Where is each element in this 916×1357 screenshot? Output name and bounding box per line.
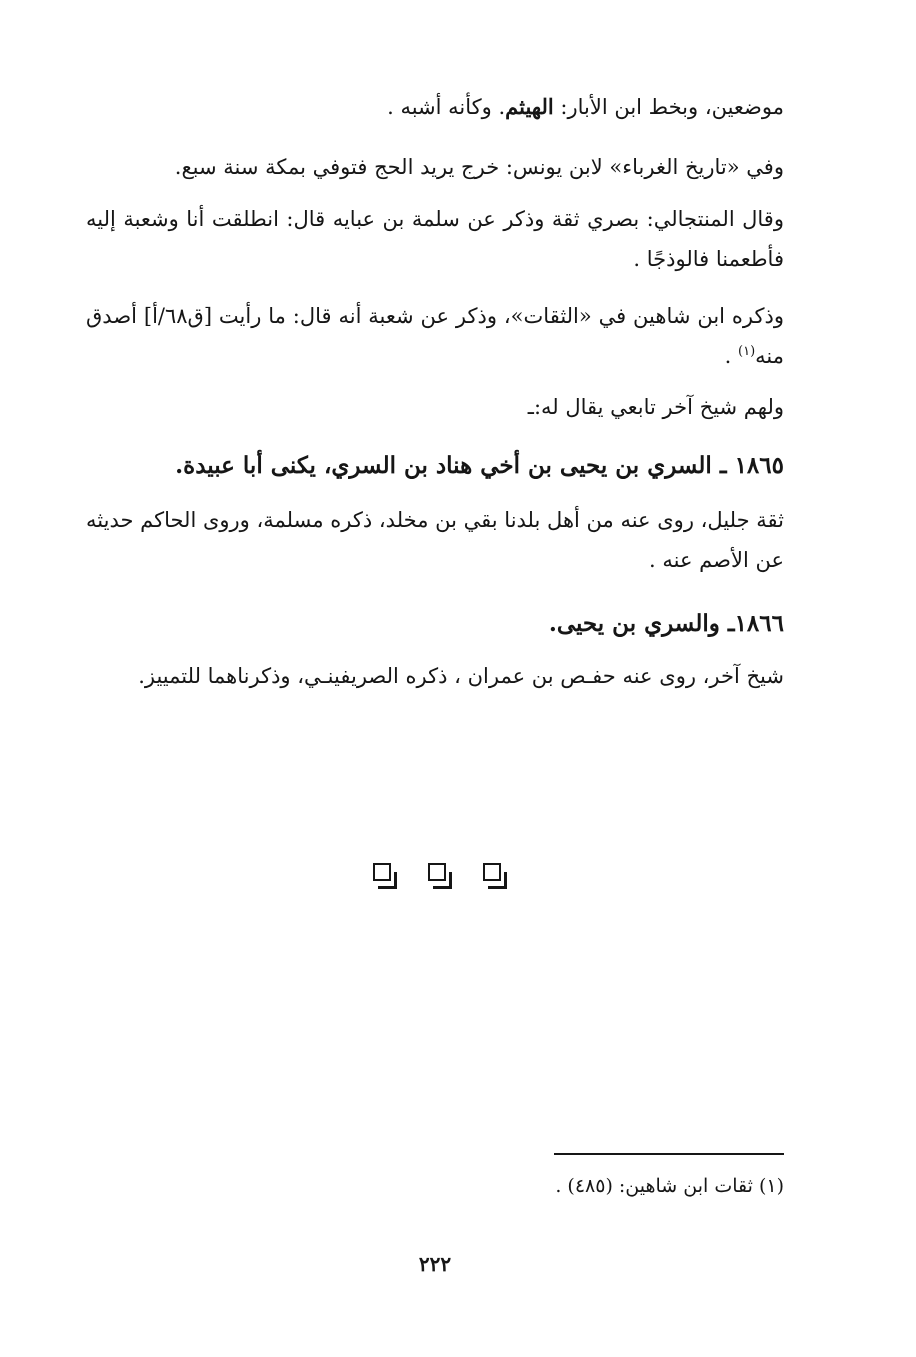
square-ornament-icon	[483, 863, 501, 881]
page-number: ٢٢٢	[418, 1252, 452, 1276]
entry-body-1865: ثقة جليل، روى عنه من أهل بلدنا بقي بن مخلد، ذكره مسلمة، وروى الحاكم حديثه عن الأصم عنه .	[86, 508, 784, 572]
emphasized-name: الهيثم	[505, 94, 554, 119]
footnote-reference: (١)	[738, 344, 756, 359]
paragraph-1-end: . وكأنه أشبه .	[387, 95, 506, 119]
square-ornament-icon	[428, 863, 446, 881]
entry-heading-1866: ١٨٦٦ـ والسري بن يحيى.	[548, 610, 784, 637]
footnote-divider	[554, 1153, 784, 1155]
paragraph-2: وفي «تاريخ الغرباء» لابن يونس: خرج يريد الحج فتوفي بمكة سنة سبع.	[174, 155, 784, 179]
book-page	[86, 0, 784, 1357]
entry-heading-1865: ١٨٦٥ ـ السري بن يحيى بن أخي هناد بن السري، يكنى أبا عبيدة.	[175, 452, 784, 479]
entry-body-1866: شيخ آخر، روى عنه حفـص بن عمران ، ذكره الصريفينـي، وذكرناهما للتمييز.	[138, 664, 784, 688]
paragraph-1	[86, 87, 784, 127]
section-ornament	[373, 858, 501, 886]
paragraph-4	[86, 296, 784, 376]
paragraph-5: ولهم شيخ آخر تابعي يقال له:ـ	[527, 395, 784, 419]
paragraph-3: وقال المنتجالي: بصري ثقة وذكر عن سلمة بن عبايه قال: انطلقت أنا وشعبة إليه فأطعمنا فالوذجًا .	[86, 207, 784, 271]
footnote: (١) ثقات ابن شاهين: (٤٨٥) .	[555, 1175, 784, 1197]
square-ornament-icon	[373, 863, 391, 881]
paragraph-1-text: موضعين، وبخط ابن الأبار:	[560, 95, 784, 119]
paragraph-4-end: .	[724, 344, 738, 368]
paragraph-4-text: وذكره ابن شاهين في «الثقات»، وذكر عن شعبة أنه قال: ما رأيت [ق٦٨/أ] أصدق منه	[86, 304, 784, 368]
